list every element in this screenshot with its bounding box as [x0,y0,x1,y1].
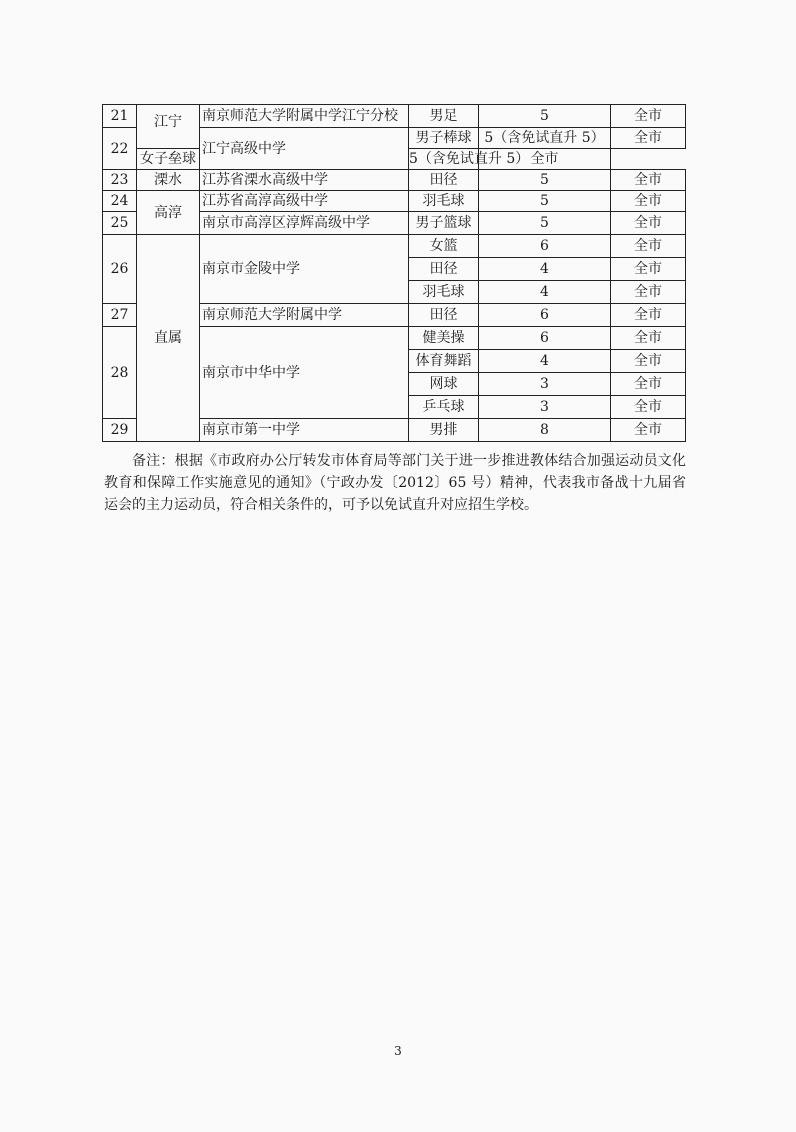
row-number: 24 [103,191,137,212]
school-cell: 南京市高淳区淳辉高级中学 [200,212,409,235]
scope-cell: 全市 [611,304,686,327]
sport-cell: 羽毛球 [409,191,479,212]
scope-cell: 全市 [611,191,686,212]
quota-cell: 5（含免试直升 5） [409,149,479,170]
row-number: 29 [103,419,137,442]
scope-cell: 全市 [611,281,686,304]
scope-cell: 全市 [611,128,686,149]
quota-cell: 5 [479,212,611,235]
school-cell: 南京师范大学附属中学 [200,304,409,327]
row-number: 21 [103,105,137,128]
row-number: 26 [103,235,137,304]
sport-cell: 田径 [409,170,479,191]
sport-cell: 田径 [409,258,479,281]
quota-cell: 3 [479,396,611,419]
scope-cell: 全市 [611,258,686,281]
sport-cell: 网球 [409,373,479,396]
table-row [103,105,686,128]
quota-cell: 5 [479,191,611,212]
quota-cell: 4 [479,281,611,304]
sport-cell: 男足 [409,105,479,128]
school-cell: 江苏省高淳高级中学 [200,191,409,212]
quota-cell: 4 [479,350,611,373]
table-row [103,235,686,258]
quota-cell: 5 [479,105,611,128]
scope-cell: 全市 [611,235,686,258]
sport-cell: 健美操 [409,327,479,350]
district-cell: 直属 [137,235,200,442]
sport-cell: 男子棒球 [409,128,479,149]
quota-cell: 5 [479,170,611,191]
row-number: 25 [103,212,137,235]
scope-cell: 全市 [611,350,686,373]
district-cell: 江宁 [137,105,200,149]
enrollment-table [102,104,686,442]
table-row [103,170,686,191]
school-cell: 南京市金陵中学 [200,235,409,304]
quota-cell: 6 [479,235,611,258]
sport-cell: 女子垒球 [137,149,200,170]
table-row [103,191,686,212]
quota-cell: 5（含免试直升 5） [479,128,611,149]
sport-cell: 体育舞蹈 [409,350,479,373]
scope-cell: 全市 [479,149,611,170]
scope-cell: 全市 [611,373,686,396]
quota-cell: 3 [479,373,611,396]
row-number: 23 [103,170,137,191]
district-cell: 高淳 [137,191,200,235]
scope-cell: 全市 [611,327,686,350]
row-number: 27 [103,304,137,327]
school-cell: 南京市中华中学 [200,327,409,419]
sport-cell: 田径 [409,304,479,327]
quota-cell: 4 [479,258,611,281]
quota-cell: 6 [479,304,611,327]
sport-cell: 男排 [409,419,479,442]
scope-cell: 全市 [611,212,686,235]
row-number: 22 [103,128,137,170]
sport-cell: 男子篮球 [409,212,479,235]
scope-cell: 全市 [611,170,686,191]
row-number: 28 [103,327,137,419]
page-number: 3 [394,1044,402,1058]
scope-cell: 全市 [611,105,686,128]
scope-cell: 全市 [611,419,686,442]
scope-cell: 全市 [611,396,686,419]
remarks-paragraph: 备注：根据《市政府办公厅转发市体育局等部门关于进一步推进教体结合加强运动员文化教育和保障工作实施意见的通知》（宁政办发〔2012〕65 号）精神，代表我市备战十九届省运会的主力运动员，符合相关条件的，可予以免试直升对应招生学校。 [104,453,686,513]
school-cell: 南京市第一中学 [200,419,409,442]
sport-cell: 乒乓球 [409,396,479,419]
school-cell: 南京师范大学附属中学江宁分校 [200,105,409,128]
quota-cell: 6 [479,327,611,350]
sport-cell: 羽毛球 [409,281,479,304]
quota-cell: 8 [479,419,611,442]
school-cell: 江宁高级中学 [200,128,409,170]
sport-cell: 女篮 [409,235,479,258]
district-cell: 溧水 [137,170,200,191]
school-cell: 江苏省溧水高级中学 [200,170,409,191]
